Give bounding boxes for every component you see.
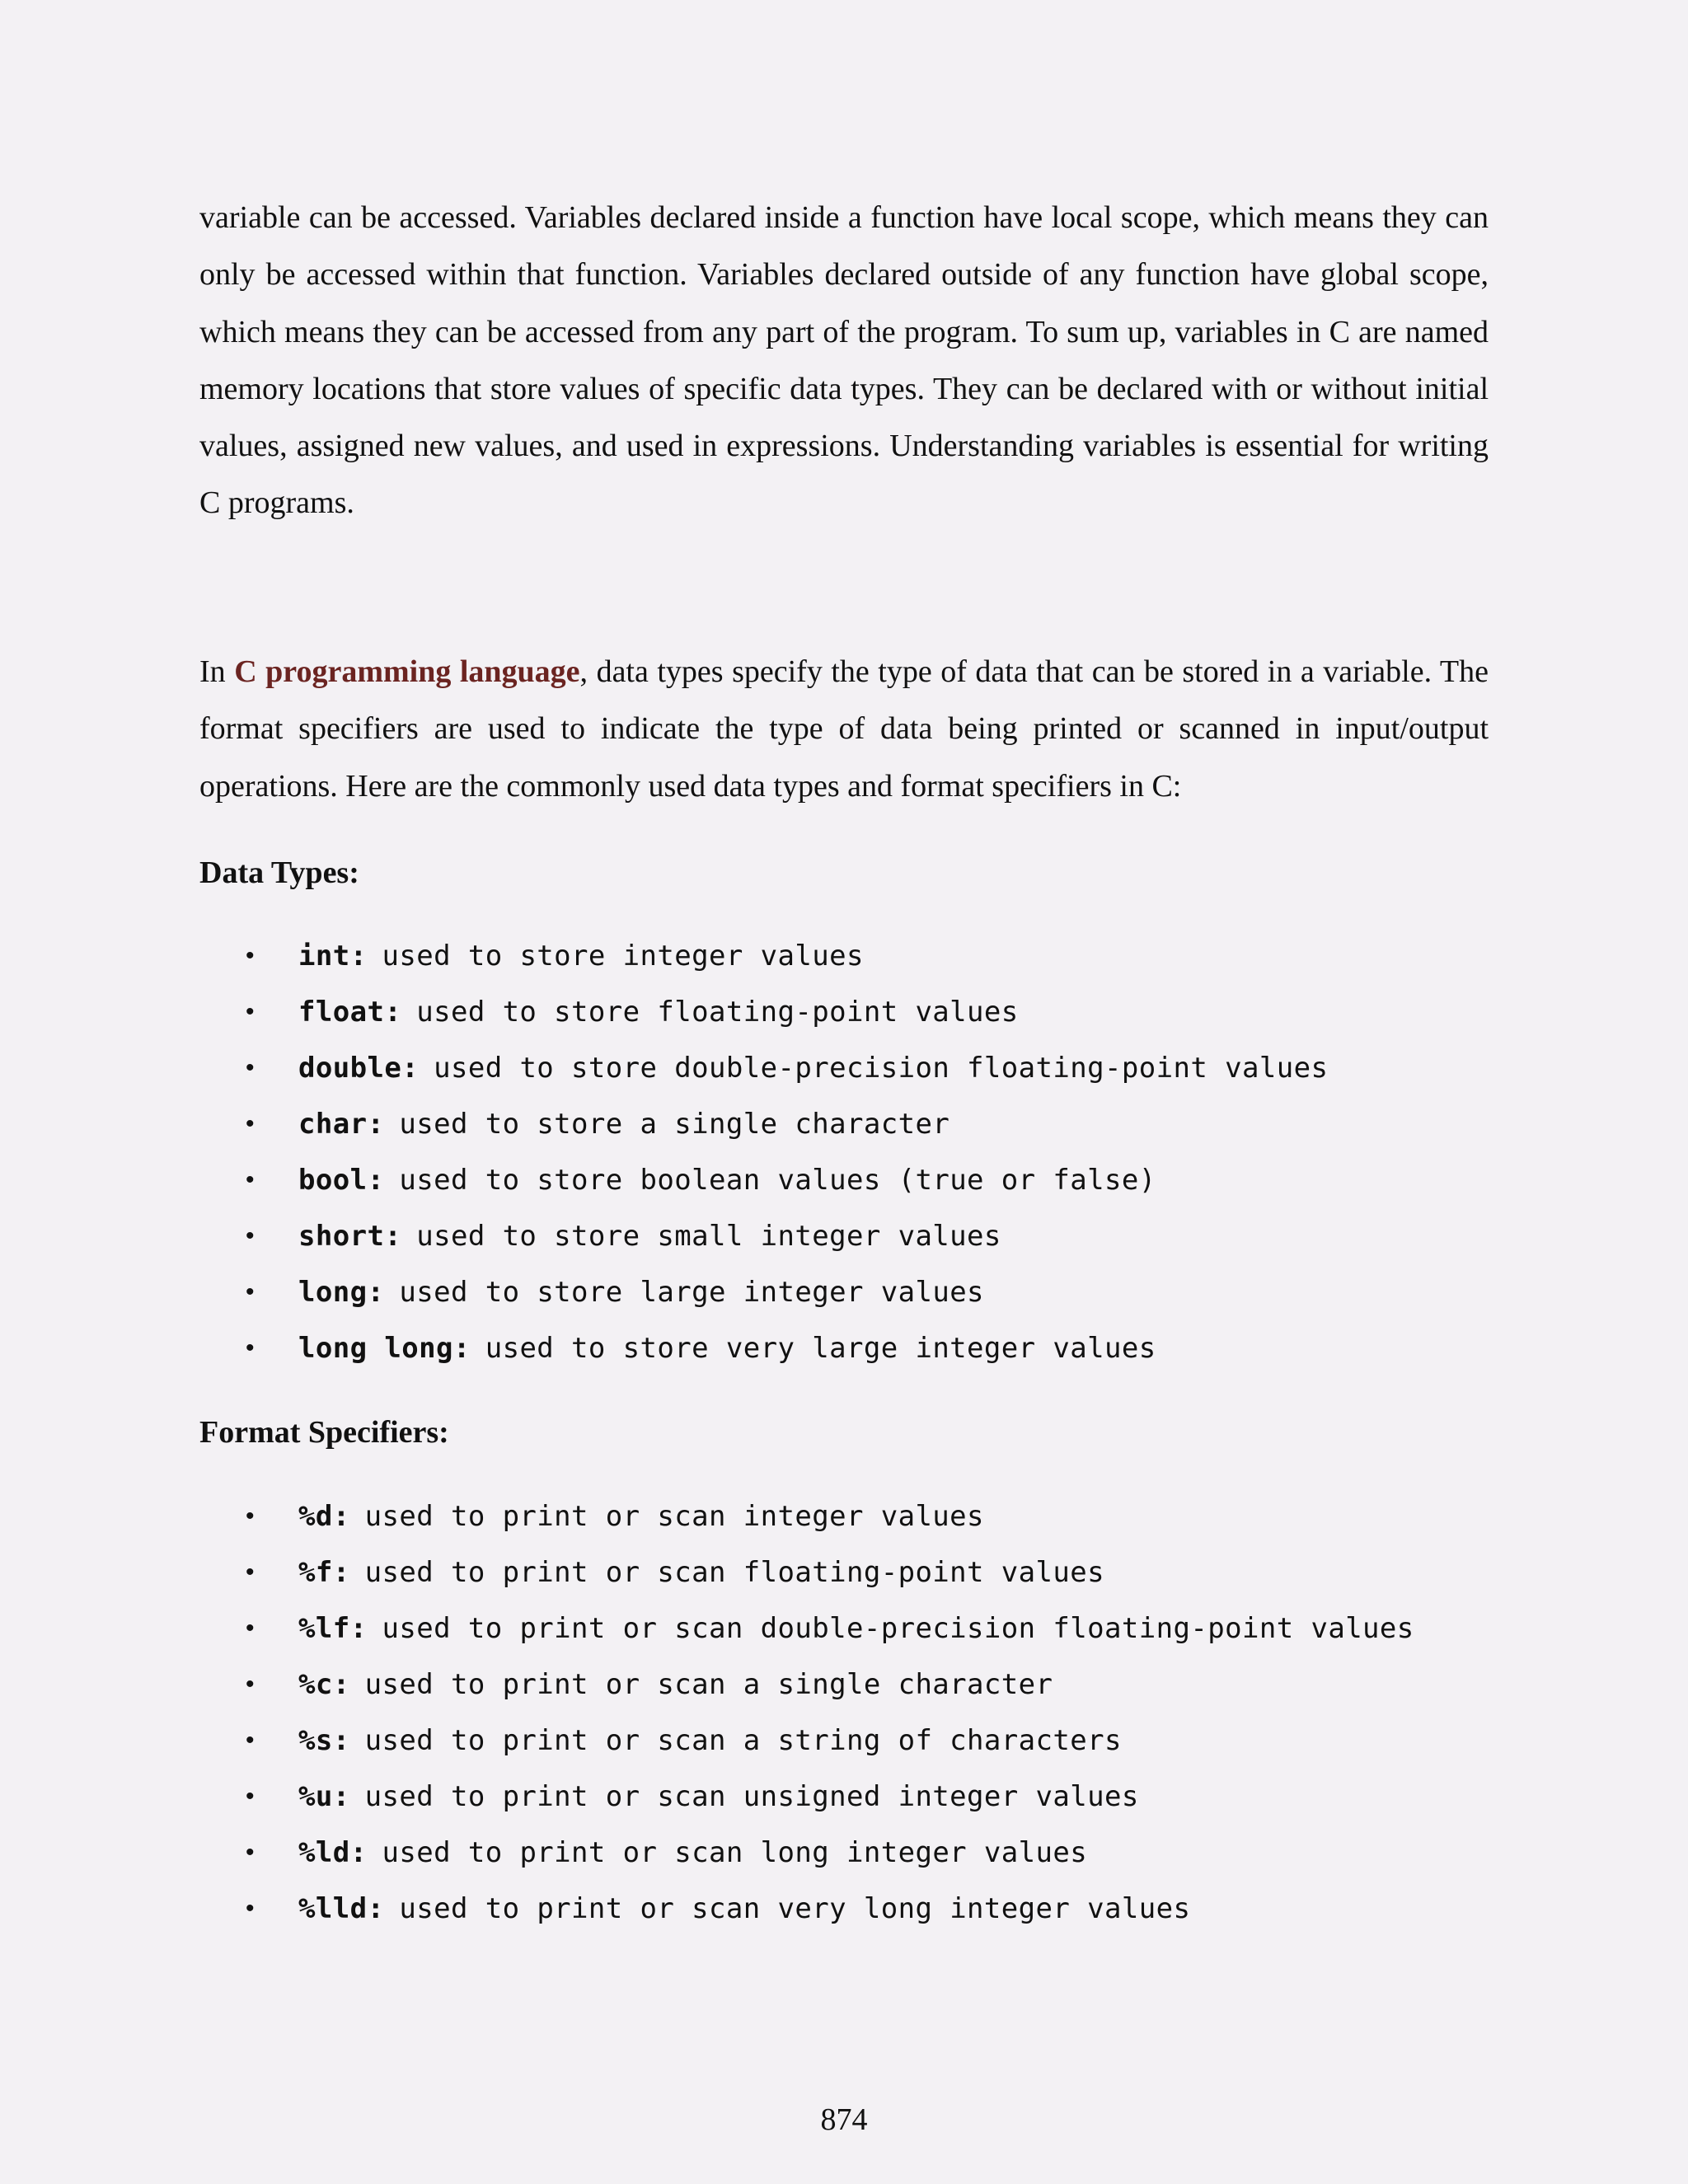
list-item-term: %u: [298,1780,350,1813]
paragraph-suffix: , data types specify the type of data that can be stored in a variable. The format specifiers are used to indicate the type of data being printed or scanned in input/output operations. Here are the commonly used data types and format specifiers in C: [199,654,1489,804]
bullet-icon: • [246,1839,255,1866]
bullet-icon: • [246,1110,255,1137]
list-item-text [298,931,864,981]
highlighted-term: C programming language [234,654,580,689]
bullet-icon: • [246,1783,255,1810]
list-item-text [298,1772,1139,1821]
bullet-icon: • [246,1615,255,1642]
list-item-text [298,1884,1190,1933]
list-item-text [298,1099,950,1149]
list-item-text [298,1828,1087,1877]
list-item-term: double: [298,1052,420,1085]
list-item-term: %lf: [298,1612,368,1645]
list-item-text [298,1212,1001,1261]
format-specifiers-heading: Format Specifiers: [199,1415,449,1450]
paragraph-prefix: In [199,654,235,689]
list-item-description: used to store integer values [382,940,864,972]
intro-paragraph: variable can be accessed. Variables declared inside a function have local scope, which means they can only be accessed within that function. Variables declared outside of any function have global scope, which means they can be accessed from any part of the program. To sum up, variables in C are named memory locations that store values of specific data types. They can be declared with or without initial values, assigned new values, and used in expressions. Understanding variables is essential for writing C programs. [199,200,1489,521]
list-item-description: used to print or scan unsigned integer values [364,1780,1139,1813]
list-item-description: used to store boolean values (true or false) [399,1164,1156,1197]
list-item-description: used to store floating-point values [416,996,1019,1029]
list-item-term: long long: [298,1332,471,1365]
list-item-description: used to print or scan integer values [364,1500,984,1533]
list-item-text [298,1043,1328,1093]
bullet-icon: • [246,1895,255,1922]
bullet-icon: • [246,1727,255,1754]
list-item-description: used to print or scan a single character [364,1668,1053,1701]
list-item-text [298,1492,984,1541]
list-item-term: %ld: [298,1836,368,1869]
list-item-text [298,1548,1104,1597]
list-item-description: used to print or scan double-precision floating-point values [382,1612,1414,1645]
bullet-icon: • [246,1166,255,1193]
list-item-term: %d: [298,1500,350,1533]
list-item-term: int: [298,940,368,972]
list-item-text [298,1155,1156,1205]
list-item-description: used to print or scan very long integer values [399,1892,1191,1925]
list-item-term: %s: [298,1724,350,1757]
bullet-icon: • [246,1222,255,1249]
bullet-icon: • [246,1558,255,1586]
bullet-icon: • [246,1502,255,1530]
list-item-description: used to store double-precision floating-point values [434,1052,1329,1085]
bullet-icon: • [246,1334,255,1361]
list-item-term: long: [298,1276,385,1309]
list-item-term: float: [298,996,402,1029]
list-item-text [298,987,1019,1037]
page-number: 874 [820,2102,868,2137]
list-item-text [298,1716,1122,1765]
data-types-intro-paragraph [199,644,1489,815]
list-item-description: used to print or scan floating-point values [364,1556,1105,1589]
list-item-term: short: [298,1220,402,1253]
list-item-term: char: [298,1108,385,1141]
list-item-text [298,1268,984,1317]
bullet-icon: • [246,1054,255,1081]
list-item-description: used to store small integer values [416,1220,1001,1253]
list-item-description: used to store a single character [399,1108,950,1141]
bullet-icon: • [246,998,255,1025]
list-item-text [298,1324,1156,1373]
data-types-heading: Data Types: [199,855,359,890]
list-item-term: %lld: [298,1892,385,1925]
bullet-icon: • [246,1671,255,1698]
list-item-description: used to store very large integer values [485,1332,1156,1365]
list-item-term: %c: [298,1668,350,1701]
list-item-description: used to print or scan a string of characters [364,1724,1122,1757]
bullet-icon: • [246,942,255,969]
list-item-term: bool: [298,1164,385,1197]
list-item-description: used to print or scan long integer values [382,1836,1088,1869]
list-item-text [298,1604,1414,1653]
list-item-text [298,1660,1053,1709]
list-item-term: %f: [298,1556,350,1589]
bullet-icon: • [246,1278,255,1305]
list-item-description: used to store large integer values [399,1276,984,1309]
